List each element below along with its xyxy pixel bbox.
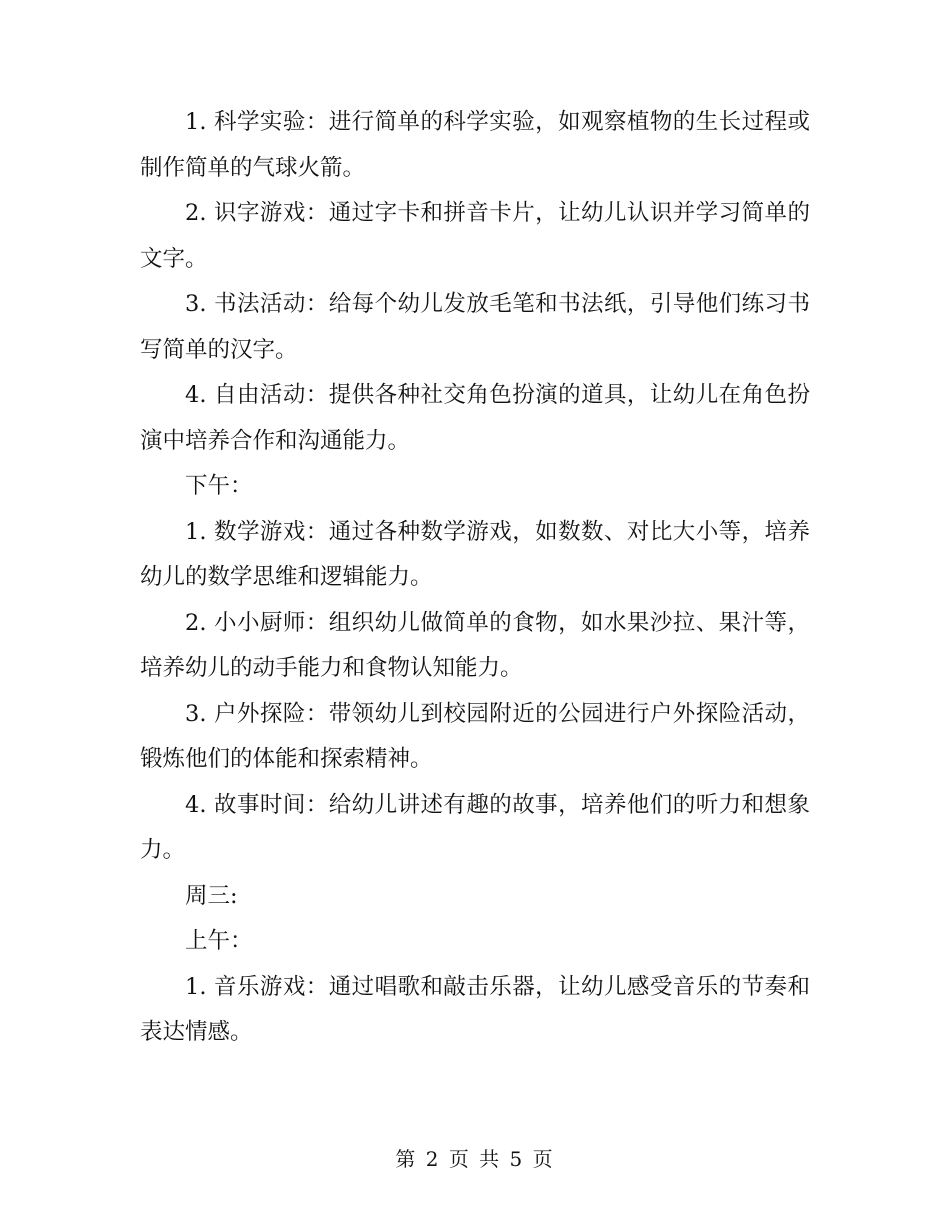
paragraph-little-chef: 2. 小小厨师：组织幼儿做简单的食物，如水果沙拉、果汁等，培养幼儿的动手能力和食物认知能力。: [140, 609, 810, 681]
heading-wednesday: 周三:: [185, 882, 238, 909]
paragraph-outdoor-adventure: 3. 户外探险：带领幼儿到校园附近的公园进行户外探险活动，锻炼他们的体能和探索精神。: [140, 700, 810, 772]
paragraph-literacy-game: 2. 识字游戏：通过字卡和拼音卡片，让幼儿认识并学习简单的文字。: [140, 200, 810, 272]
paragraph-free-activity: 4. 自由活动：提供各种社交角色扮演的道具，让幼儿在角色扮演中培养合作和沟通能力。: [140, 382, 810, 454]
paragraph-math-game: 1. 数学游戏：通过各种数学游戏，如数数、对比大小等，培养幼儿的数学思维和逻辑能力。: [140, 518, 810, 590]
heading-morning: 上午：: [185, 928, 253, 954]
paragraph-science-experiment: 1. 科学实验：进行简单的科学实验，如观察植物的生长过程或制作简单的气球火箭。: [140, 109, 810, 181]
paragraph-music-game: 1. 音乐游戏：通过唱歌和敲击乐器，让幼儿感受音乐的节奏和表达情感。: [140, 973, 810, 1045]
document-body: [140, 100, 810, 1056]
paragraph-calligraphy: 3. 书法活动：给每个幼儿发放毛笔和书法纸，引导他们练习书写简单的汉字。: [140, 291, 810, 363]
page-number-footer: 第 2 页 共 5 页: [395, 1147, 555, 1171]
paragraph-story-time: 4. 故事时间：给幼儿讲述有趣的故事，培养他们的听力和想象力。: [140, 791, 810, 863]
heading-afternoon: 下午：: [185, 473, 253, 499]
